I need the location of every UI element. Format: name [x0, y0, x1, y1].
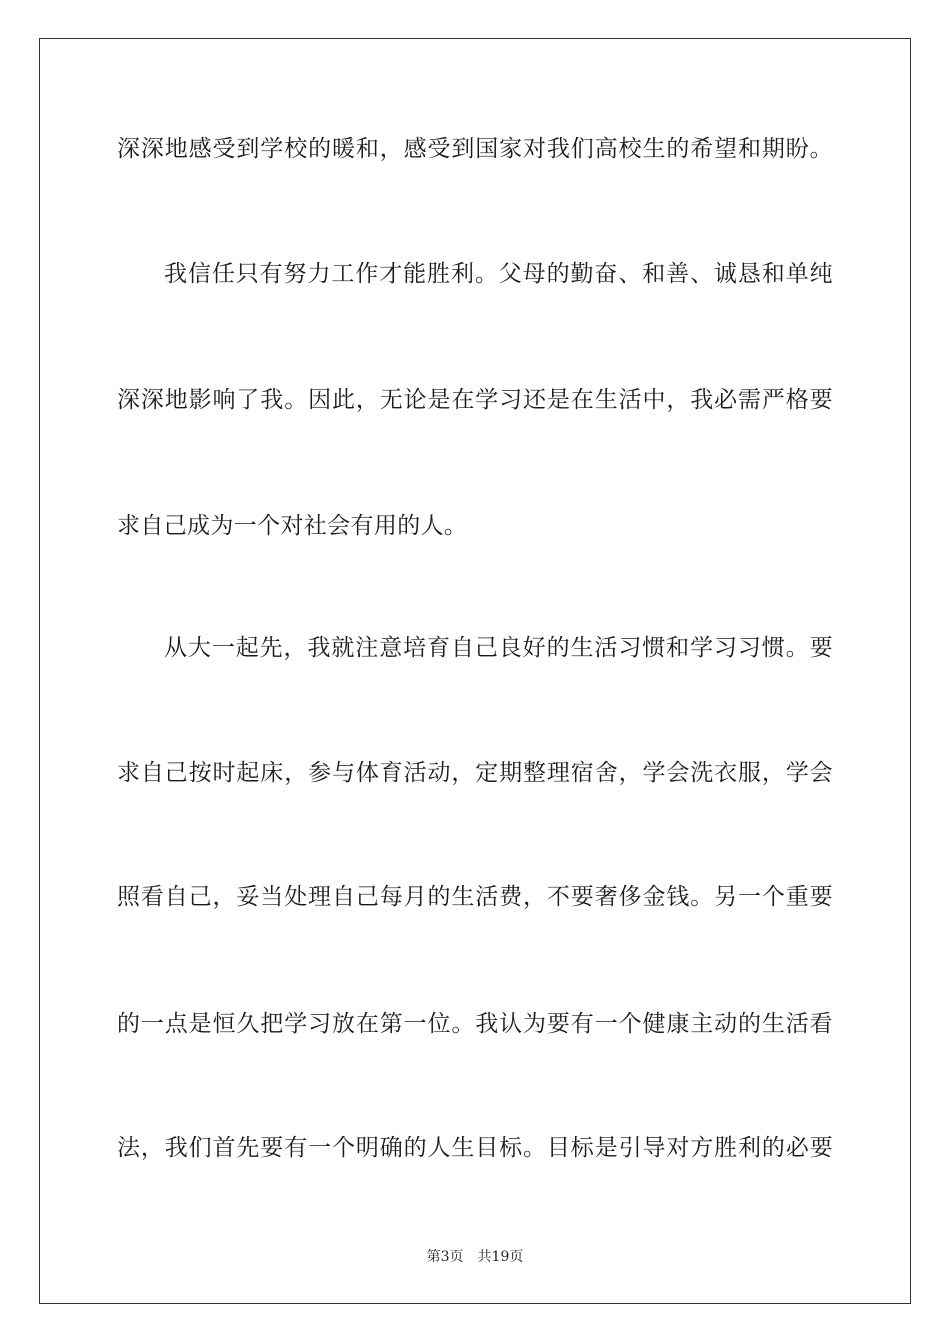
text-line: 从大一起先，我就注意培育自己良好的生活习惯和学习习惯。要 [164, 635, 833, 661]
text-line: 深深地感受到学校的暖和，感受到国家对我们高校生的希望和期盼。 [117, 136, 833, 162]
text-line: 法，我们首先要有一个明确的人生目标。目标是引导对方胜利的必要 [117, 1135, 833, 1161]
text-line: 我信任只有努力工作才能胜利。父母的勤奋、和善、诚恳和单纯 [164, 261, 833, 287]
text-line: 求自己按时起床，参与体育活动，定期整理宿舍，学会洗衣服，学会 [117, 760, 833, 786]
text-line: 的一点是恒久把学习放在第一位。我认为要有一个健康主动的生活看 [117, 1011, 833, 1037]
text-line: 照看自己，妥当处理自己每月的生活费，不要奢侈金钱。另一个重要 [117, 884, 833, 910]
text-line: 深深地影响了我。因此，无论是在学习还是在生活中，我必需严格要 [117, 387, 833, 413]
page-border [39, 38, 911, 1304]
page-number-footer: 第3页 共19页 [426, 1249, 524, 1265]
text-line: 求自己成为一个对社会有用的人。 [117, 513, 468, 539]
